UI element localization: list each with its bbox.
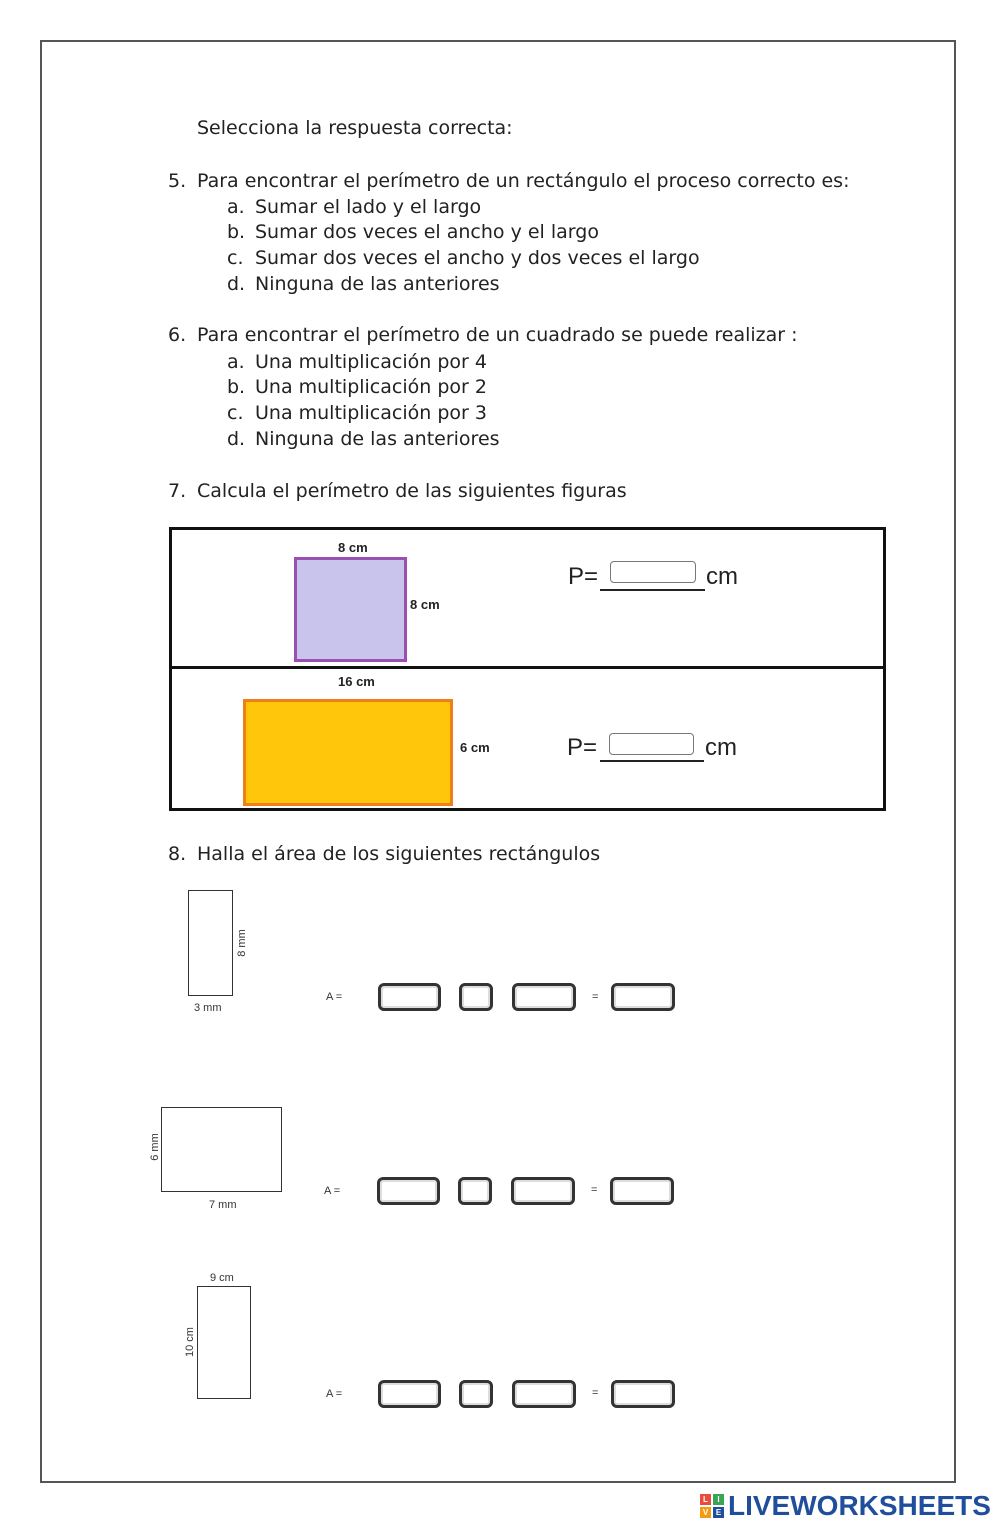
area-prefix: A =: [326, 1388, 343, 1400]
perimeter-input-1[interactable]: [610, 561, 696, 583]
instruction: Selecciona la respuesta correcta:: [197, 117, 513, 139]
perimeter-input-2[interactable]: [609, 733, 694, 755]
option-text[interactable]: Sumar dos veces el ancho y el largo: [255, 221, 599, 243]
area-operator-input[interactable]: [458, 1177, 492, 1205]
option-letter[interactable]: d.: [227, 273, 246, 295]
option-letter[interactable]: a.: [227, 196, 245, 218]
question-text: Para encontrar el perímetro de un rectángulo el proceso correcto es:: [197, 170, 850, 192]
option-letter[interactable]: b.: [227, 221, 246, 243]
question-number: 8.: [168, 843, 187, 865]
option-text[interactable]: Ninguna de las anteriores: [255, 273, 500, 295]
option-letter[interactable]: a.: [227, 351, 245, 373]
perimeter-unit: cm: [705, 734, 737, 761]
area-prefix: A =: [324, 1185, 341, 1197]
brand-mark-letter: V: [700, 1507, 711, 1518]
area-result-input[interactable]: [610, 1177, 674, 1205]
rectangle-side-label: 6 cm: [460, 740, 490, 755]
question-number: 7.: [168, 480, 187, 502]
option-text[interactable]: Sumar dos veces el ancho y dos veces el largo: [255, 247, 700, 269]
perimeter-prefix: P=: [567, 734, 598, 761]
area-operator-input[interactable]: [459, 983, 493, 1011]
option-letter[interactable]: d.: [227, 428, 246, 450]
option-text[interactable]: Ninguna de las anteriores: [255, 428, 500, 450]
equals-sign: =: [592, 1387, 599, 1399]
area-rectangle: [197, 1286, 251, 1399]
width-label: 7 mm: [209, 1199, 237, 1211]
area-factor-1-input[interactable]: [378, 1380, 441, 1408]
rectangle-figure: [243, 699, 453, 806]
area-factor-1-input[interactable]: [377, 1177, 440, 1205]
option-text[interactable]: Una multiplicación por 4: [255, 351, 487, 373]
width-label: 3 mm: [194, 1002, 222, 1014]
square-top-label: 8 cm: [338, 540, 368, 555]
rectangle-top-label: 16 cm: [338, 674, 375, 689]
question-number: 5.: [168, 170, 187, 192]
liveworksheets-logo[interactable]: [700, 1491, 991, 1521]
area-factor-2-input[interactable]: [512, 1380, 576, 1408]
height-label: 8 mm: [236, 929, 248, 957]
question-number: 6.: [168, 324, 187, 346]
equals-sign: =: [592, 991, 599, 1003]
area-rectangle: [188, 890, 233, 996]
area-factor-2-input[interactable]: [511, 1177, 575, 1205]
area-result-input[interactable]: [611, 983, 675, 1011]
brand-mark-letter: L: [700, 1494, 711, 1505]
answer-underline: [600, 760, 704, 762]
brand-name: LIVEWORKSHEETS: [728, 1490, 991, 1521]
area-prefix: A =: [326, 991, 343, 1003]
area-factor-1-input[interactable]: [378, 983, 441, 1011]
option-letter[interactable]: b.: [227, 376, 246, 398]
area-result-input[interactable]: [611, 1380, 675, 1408]
equals-sign: =: [591, 1184, 598, 1196]
area-factor-2-input[interactable]: [512, 983, 576, 1011]
question-text: Calcula el perímetro de las siguientes figuras: [197, 480, 627, 502]
square-side-label: 8 cm: [410, 597, 440, 612]
brand-mark-icon: [700, 1494, 724, 1518]
option-letter[interactable]: c.: [227, 247, 244, 269]
perimeter-prefix: P=: [568, 563, 599, 590]
height-label: 6 mm: [149, 1133, 161, 1161]
option-text[interactable]: Sumar el lado y el largo: [255, 196, 482, 218]
option-letter[interactable]: c.: [227, 402, 244, 424]
height-label: 10 cm: [184, 1327, 196, 1357]
area-rectangle: [161, 1107, 282, 1192]
brand-mark-letter: E: [713, 1507, 724, 1518]
square-figure: [294, 557, 407, 662]
question-text: Para encontrar el perímetro de un cuadrado se puede realizar :: [197, 324, 798, 346]
perimeter-unit: cm: [706, 563, 738, 590]
brand-mark-letter: I: [713, 1494, 724, 1505]
width-label: 9 cm: [210, 1272, 234, 1284]
question-text: Halla el área de los siguientes rectángulos: [197, 843, 601, 865]
answer-underline: [600, 589, 705, 591]
option-text[interactable]: Una multiplicación por 2: [255, 376, 487, 398]
table-divider: [169, 666, 886, 669]
area-operator-input[interactable]: [459, 1380, 493, 1408]
option-text[interactable]: Una multiplicación por 3: [255, 402, 487, 424]
